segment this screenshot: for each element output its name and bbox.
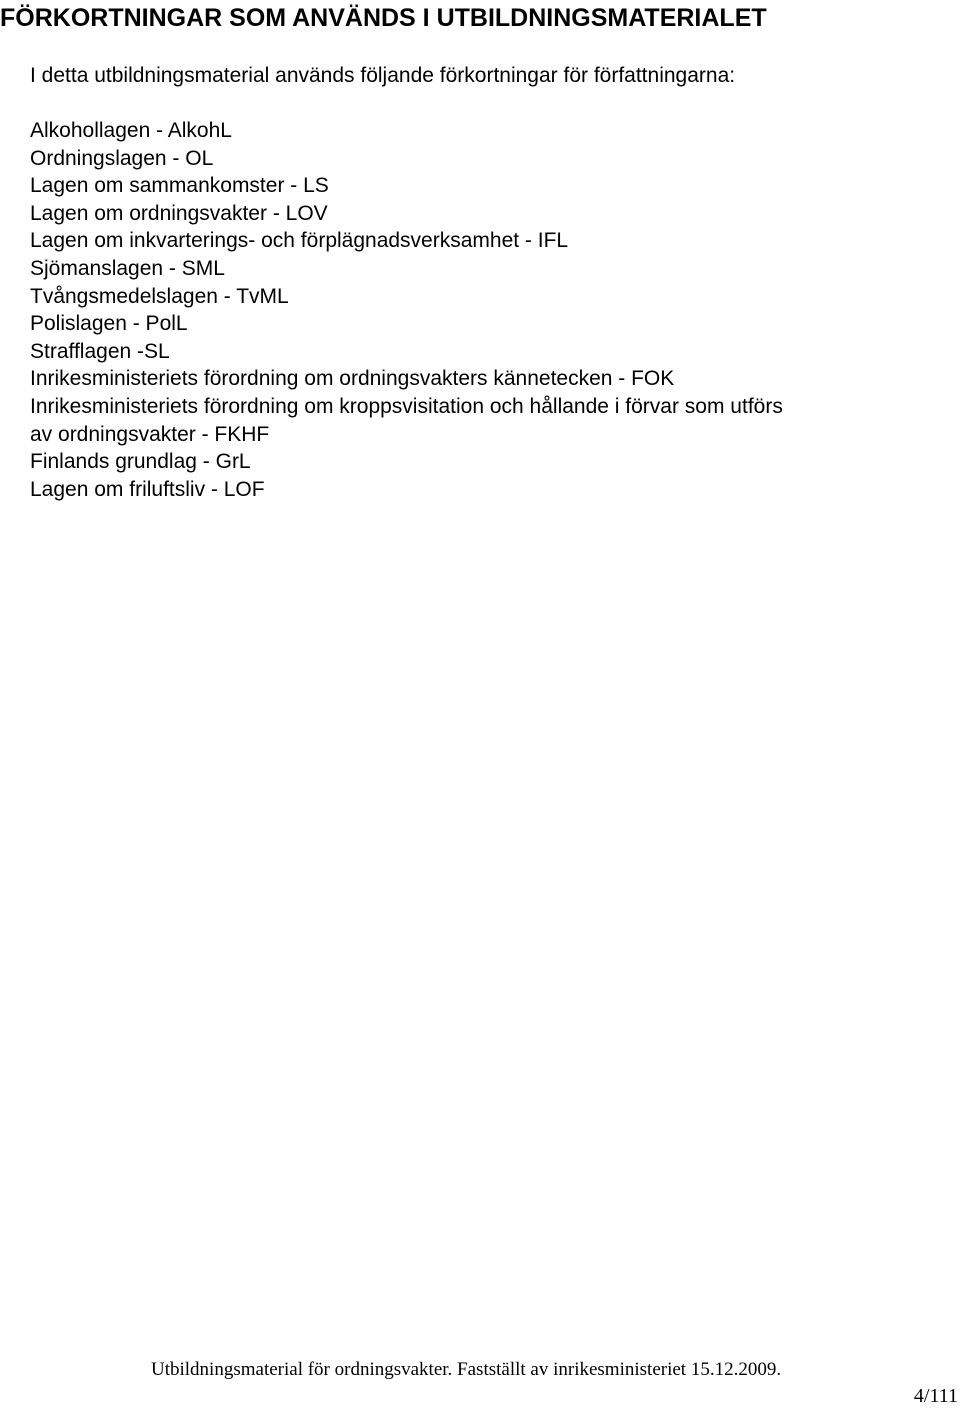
- list-item: Alkohollagen - AlkohL: [30, 119, 232, 142]
- list-item: Finlands grundlag - GrL: [30, 450, 251, 474]
- list-item: Lagen om ordningsvakter - LOV: [30, 201, 328, 225]
- list-item: Inrikesministeriets förordning om kroppsvisitation och hållande i förvar som utförs: [30, 394, 783, 418]
- list-item: Lagen om sammankomster - LS: [30, 174, 329, 198]
- list-item: Ordningslagen - OL: [30, 146, 214, 170]
- list-item: Inrikesministeriets förordning om ordningsvakters kännetecken - FOK: [30, 367, 675, 391]
- list-item: Lagen om friluftsliv - LOF: [30, 477, 265, 501]
- list-item: Strafflagen -SL: [30, 339, 170, 363]
- page-title: FÖRKORTNINGAR SOM ANVÄNDS I UTBILDNINGSMATERIALET: [0, 4, 767, 32]
- abbreviation-list: [30, 117, 930, 503]
- list-item: Tvångsmedelslagen - TvML: [30, 284, 289, 308]
- list-item: Sjömanslagen - SML: [30, 256, 225, 280]
- footer-text: Utbildningsmaterial för ordningsvakter. Fastställt av inrikesministeriet 15.12.2009.: [151, 1359, 782, 1380]
- list-item: Lagen om inkvarterings- och förplägnadsverksamhet - IFL: [30, 229, 569, 253]
- page-number: 4/111: [913, 1385, 958, 1407]
- intro-paragraph: I detta utbildningsmaterial används följande förkortningar för författningarna:: [30, 64, 736, 87]
- list-item: av ordningsvakter - FKHF: [30, 422, 270, 446]
- list-item: Polislagen - PolL: [30, 312, 188, 336]
